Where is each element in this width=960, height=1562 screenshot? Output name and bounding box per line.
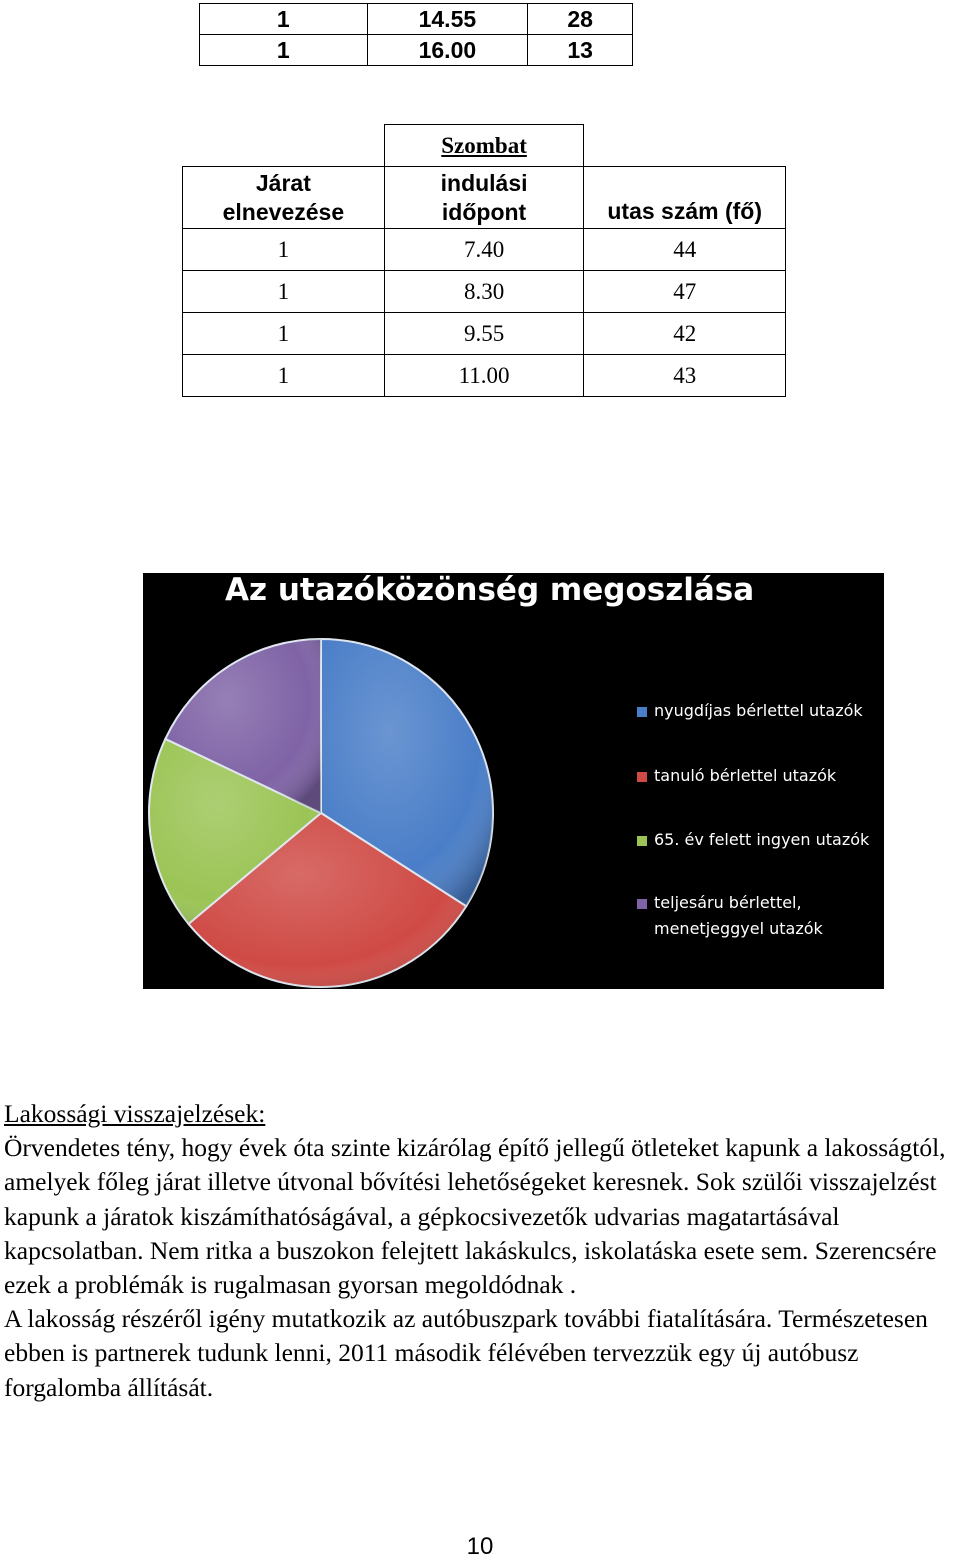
column-header: [183, 167, 385, 229]
pie-chart-svg: [143, 573, 884, 989]
legend-label: nyugdíjas bérlettel utazók: [654, 701, 863, 720]
table-title-row: [183, 125, 786, 167]
table-cell: 11.00: [384, 355, 584, 397]
table-row: [183, 313, 786, 355]
table-header-row: [183, 167, 786, 229]
table-cell: 13: [528, 35, 633, 66]
table-cell: 1: [183, 271, 385, 313]
table-cell: 44: [584, 229, 786, 271]
legend-label: teljesáru bérlettel, menetjeggyel utazók: [654, 893, 823, 938]
table-row: [200, 4, 633, 35]
legend-swatch: [637, 836, 647, 846]
column-header: [384, 167, 584, 229]
table-cell: 1: [183, 229, 385, 271]
saturday-schedule-table: [182, 124, 786, 397]
table-cell: 47: [584, 271, 786, 313]
table-row: [183, 271, 786, 313]
chart-title: Az utazóközönség megoszlása: [225, 573, 755, 608]
departure-table-continued: [199, 3, 633, 66]
column-header-text: Járat elnevezése: [222, 169, 345, 225]
table-cell: 1: [200, 4, 368, 35]
page-number: 10: [466, 1533, 494, 1560]
table-cell: 28: [528, 4, 633, 35]
column-header: utas szám (fő): [584, 167, 786, 229]
table-cell: 43: [584, 355, 786, 397]
legend-swatch: [637, 707, 647, 717]
legend-swatch: [637, 772, 647, 782]
table-cell: 1: [183, 355, 385, 397]
legend-swatch: [637, 899, 647, 909]
table-title: Szombat: [384, 125, 584, 167]
paragraph: Örvendetes tény, hogy évek óta szinte kizárólag építő jellegű ötleteket kapunk a lakosságtól, amelyek főleg járat illetve útvonal bővítési lehetőségeket keresnek. Sok szülői visszajelzést kapunk a járatok kiszámíthatóságával, a gépkocsivezetők udvarias magatartásával kapcsolatban. Nem ritka a buszokon felejtett lakáskulcs, iskolatáska esete sem. Szerencsére ezek a problémák is rugalmasan gyorsan megoldódnak .: [4, 1133, 946, 1300]
table-cell: 1: [200, 35, 368, 66]
legend-label: 65. év felett ingyen utazók: [654, 830, 870, 849]
paragraph: A lakosság részéről igény mutatkozik az autóbuszpark további fiatalítására. Természetesen ebben is partnerek tudunk lenni, 2011 második félévében tervezzük egy új autóbusz forgalomba állítását.: [4, 1304, 928, 1402]
table-row: [200, 35, 633, 66]
table-cell: 42: [584, 313, 786, 355]
table-cell: 16.00: [367, 35, 528, 66]
table-cell: 7.40: [384, 229, 584, 271]
passenger-distribution-chart: [143, 573, 884, 989]
feedback-section: [4, 1097, 960, 1405]
table-cell: 9.55: [384, 313, 584, 355]
table-cell: 1: [183, 313, 385, 355]
table-row: [183, 229, 786, 271]
table-cell: 14.55: [367, 4, 528, 35]
table-cell: 8.30: [384, 271, 584, 313]
column-header-text: indulási időpont: [440, 169, 528, 225]
legend-label: tanuló bérlettel utazók: [654, 766, 837, 785]
table-row: [183, 355, 786, 397]
section-heading: Lakossági visszajelzések:: [4, 1099, 266, 1128]
